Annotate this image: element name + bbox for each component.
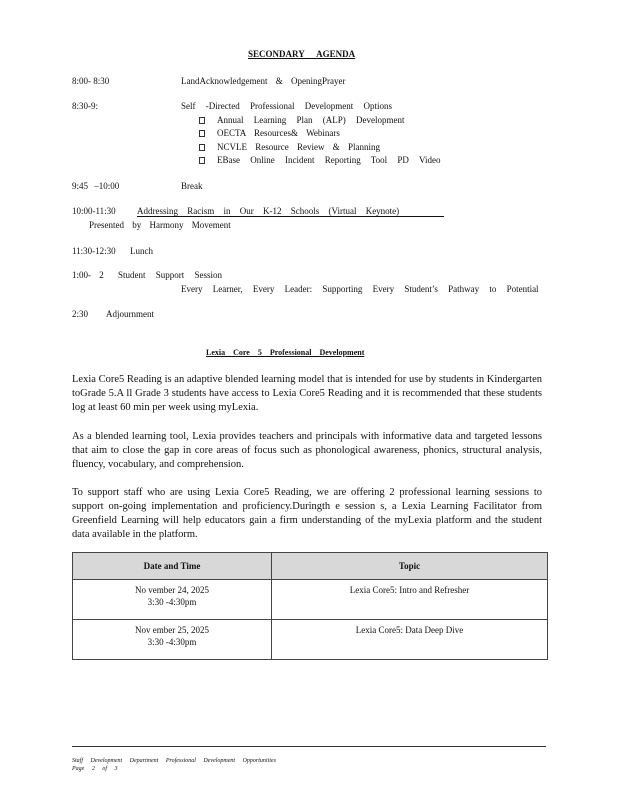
agenda-bullet-4: EBase Online Incident Reporting Tool PD Video — [199, 155, 440, 165]
table-row — [73, 620, 548, 660]
agenda-desc-1: LandAcknowledgement & OpeningPrayer — [181, 76, 346, 86]
footer-divider — [72, 746, 546, 747]
row-1-date: No vember 24, 2025 — [135, 585, 209, 595]
paragraph-2: As a blended learning tool, Lexia provides teachers and principals with informative data and targeted lessons that aim to close the gap in core areas of focus such as phonological awareness, phonics, structural analysis, fluency, vocabulary, and comprehension. — [72, 431, 542, 470]
row-1-date-cell — [73, 580, 272, 620]
agenda-desc-4: Addressing Racism in Our K-12 Schools (Virtual Keynote) — [137, 206, 444, 217]
agenda-desc-7: Adjournment — [106, 309, 154, 319]
section-title: Lexia Core 5 Professional Development — [206, 348, 365, 357]
agenda-time-4: 10:00-11:30 — [72, 206, 116, 216]
row-2-date: Nov ember 25, 2025 — [135, 625, 209, 635]
paragraph-1: Lexia Core5 Reading is an adaptive blended learning model that is intended for use by students in Kindergarten toGrade 5.A ll Grade 3 students have access to Lexia Core5 Reading and it is recommended that these students log at least 60 min per week using myLexia. — [72, 374, 542, 413]
bullet-icon — [199, 144, 205, 151]
agenda-time-3: 9:45 –10:00 — [72, 181, 120, 191]
agenda-time-2: 8:30-9: — [72, 101, 98, 111]
agenda-time-6: 1:00- 2 — [72, 270, 104, 280]
agenda-time-7: 2:30 — [72, 309, 89, 319]
row-2-time: 3:30 -4:30pm — [147, 637, 197, 647]
row-2-date-cell — [73, 620, 272, 660]
bullet-icon — [199, 117, 205, 124]
row-1-time: 3:30 -4:30pm — [147, 597, 197, 607]
agenda-desc-5: Lunch — [130, 246, 153, 256]
schedule-table — [72, 552, 548, 660]
row-1-topic: Lexia Core5: Intro and Refresher — [272, 580, 548, 620]
agenda-time-5: 11:30-12:30 — [72, 246, 116, 256]
agenda-time-1: 8:00- 8:30 — [72, 76, 110, 86]
agenda-sub-4: Presented by Harmony Movement — [89, 220, 231, 230]
row-2-topic: Lexia Core5: Data Deep Dive — [272, 620, 548, 660]
footer-department: Staff Development Department Professional Development Opportunities — [72, 758, 276, 764]
agenda-bullet-1: Annual Learning Plan (ALP) Development — [199, 115, 404, 125]
agenda-bullet-3: NCVLE Resource Review & Planning — [199, 142, 380, 152]
bullet-icon — [199, 157, 205, 164]
agenda-desc-3: Break — [181, 181, 203, 191]
header-topic: Topic — [272, 553, 548, 580]
agenda-sub-6: Every Learner, Every Leader: Supporting Every Student’s Pathway to Potential — [181, 284, 539, 294]
header-date: Date and Time — [73, 553, 272, 580]
agenda-bullet-2: OECTA Resources& Webinars — [199, 128, 340, 138]
paragraph-3: To support staff who are using Lexia Core5 Reading, we are offering 2 professional learning sessions to support on-going implementation and proficiency.Duringth e session s, a Lexia Learning Facilitator from Greenfield Learning will help educators gain a firm understanding of the myLexia platform and the student data available in the platform. — [72, 487, 542, 540]
agenda-desc-2: Self -Directed Professional Development Options — [181, 101, 392, 111]
bullet-icon — [199, 130, 205, 137]
table-header-row — [73, 553, 548, 580]
agenda-desc-6: Student Support Session — [118, 270, 223, 280]
table-row — [73, 580, 548, 620]
page-title: SECONDARY AGENDA — [248, 49, 356, 59]
footer-page-number: Page 2 of 3 — [72, 766, 118, 772]
